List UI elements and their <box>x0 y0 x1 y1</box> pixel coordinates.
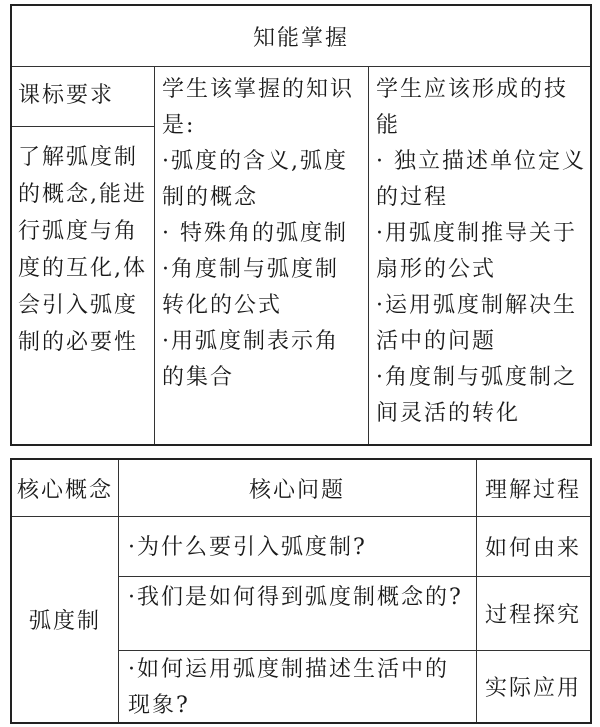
core-concept-text: 弧度制 <box>28 608 101 634</box>
header-core-question-text: 核心问题 <box>248 477 345 503</box>
header-core-concept-text: 核心概念 <box>16 477 113 503</box>
curriculum-requirements-text <box>18 139 152 361</box>
table-title <box>12 6 590 66</box>
knowledge-item-3: ·角度制与弧度制转化的公式 <box>162 257 339 318</box>
process-3: 实际应用 <box>484 675 581 701</box>
table-row <box>128 530 468 566</box>
core-concept-cell <box>12 516 118 722</box>
divider <box>368 66 369 444</box>
skills-header: 学生应该形成的技能 <box>376 77 569 138</box>
table-row <box>128 580 468 616</box>
skills-item-3: ·运用弧度制解决生活中的问题 <box>376 293 577 354</box>
skills-item-2: ·用弧度制推导关于扇形的公式 <box>376 221 577 282</box>
divider <box>154 66 155 444</box>
header-understanding-process <box>476 460 590 516</box>
curriculum-requirements-content: 了解弧度制的概念,能进行弧度与角度的互化,体会引入弧度制的必要性 <box>18 145 147 355</box>
question-3: ·如何运用弧度制描述生活中的现象? <box>128 657 449 718</box>
knowledge-column <box>162 72 362 396</box>
process-3-cell <box>476 650 590 722</box>
process-2-cell <box>476 576 590 650</box>
divider <box>12 126 154 127</box>
knowledge-item-2: · 特殊角的弧度制 <box>162 221 348 246</box>
question-2: ·我们是如何得到弧度制概念的? <box>128 585 463 610</box>
knowledge-item-1: ·弧度的含义,弧度制的概念 <box>162 149 348 210</box>
header-curriculum-requirements-text: 课标要求 <box>18 83 115 108</box>
skills-item-1: · 独立描述单位定义的过程 <box>376 149 586 210</box>
skills-item-4: ·角度制与弧度制之间灵活的转化 <box>376 365 577 426</box>
table-row <box>128 652 468 724</box>
core-concept-table <box>10 458 592 724</box>
question-1: ·为什么要引入弧度制? <box>128 535 367 560</box>
process-2: 过程探究 <box>484 602 581 628</box>
divider <box>118 460 119 722</box>
header-core-question <box>118 460 476 516</box>
header-curriculum-requirements <box>18 78 150 118</box>
process-1: 如何由来 <box>484 535 581 561</box>
knowledge-table <box>10 4 592 446</box>
process-1-cell <box>476 516 590 576</box>
header-core-concept <box>12 460 118 516</box>
header-understanding-process-text: 理解过程 <box>484 477 581 503</box>
table-title-text: 知能掌握 <box>252 25 349 51</box>
skills-column <box>376 72 586 432</box>
divider <box>12 66 590 67</box>
knowledge-header: 学生该掌握的知识是: <box>162 77 355 138</box>
knowledge-item-4: ·用弧度制表示角的集合 <box>162 329 339 390</box>
